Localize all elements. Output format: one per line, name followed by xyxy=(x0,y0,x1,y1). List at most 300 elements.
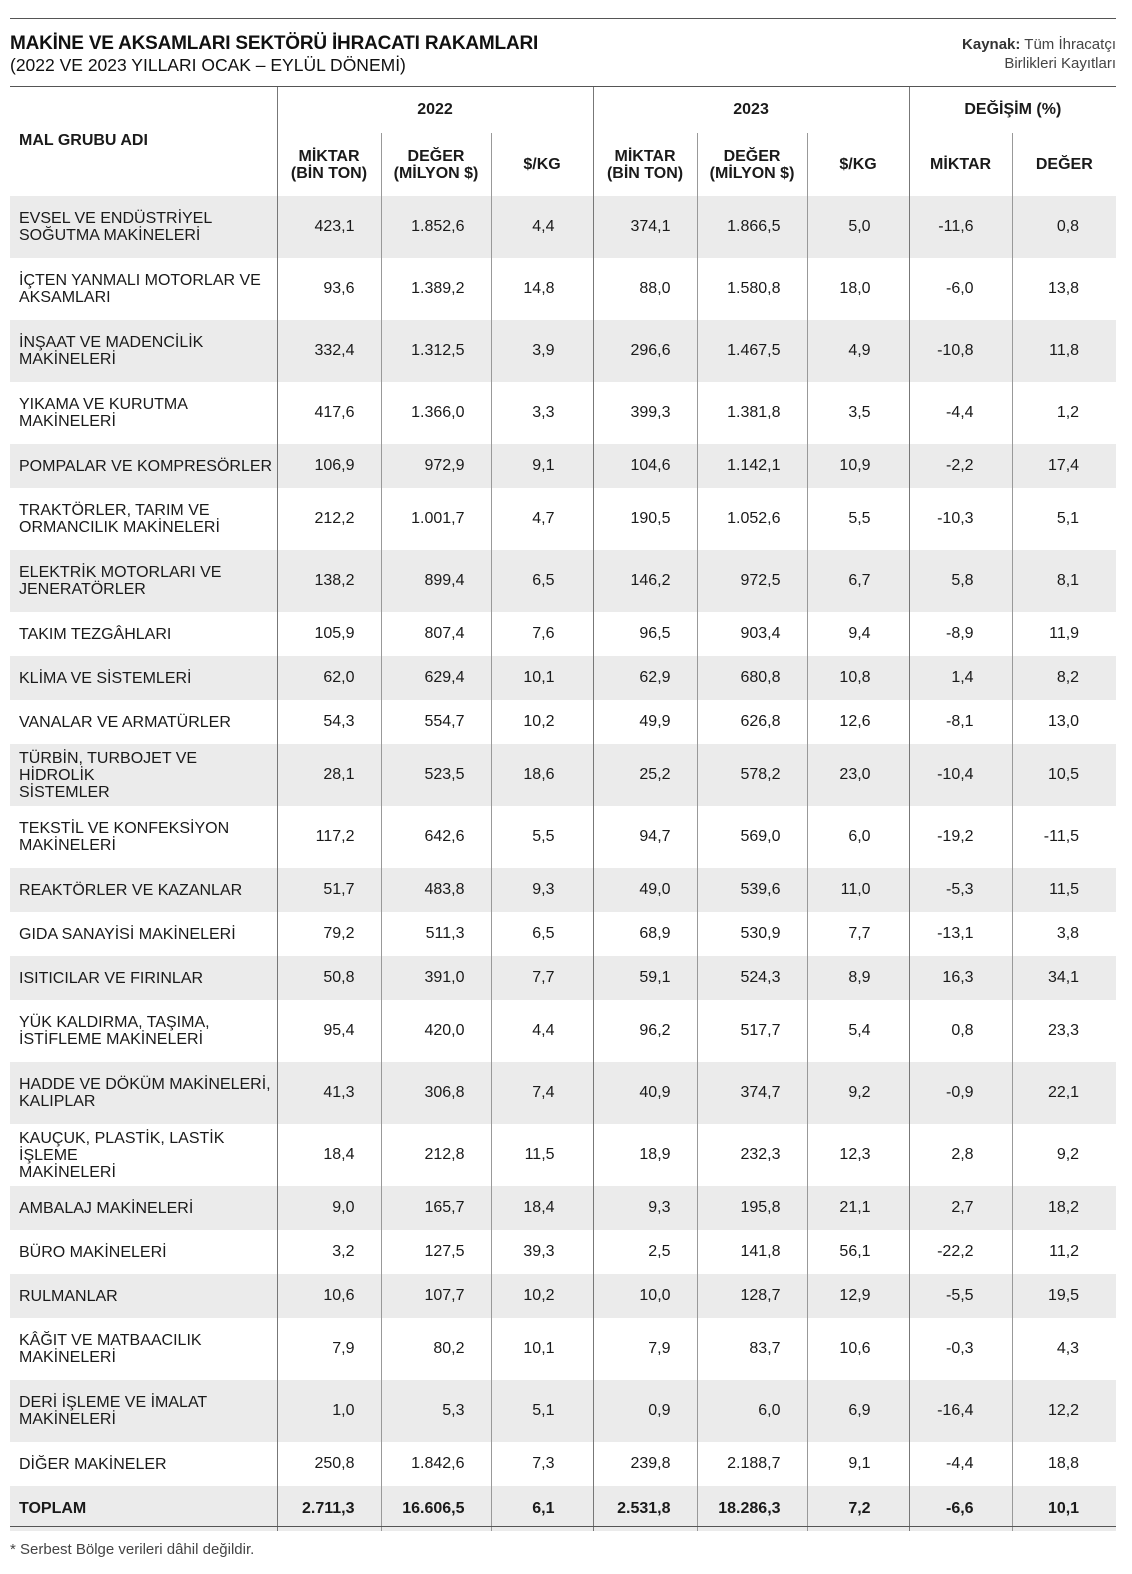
cell-perkg-2022: 10,1 xyxy=(491,1318,593,1380)
group-name-line: AMBALAJ MAKİNELERİ xyxy=(19,1199,194,1217)
group-name-line: GIDA SANAYİSİ MAKİNELERİ xyxy=(19,925,236,943)
cell-change-miktar: 16,3 xyxy=(909,956,1012,1000)
header-line: MİKTAR xyxy=(614,147,676,165)
cell-change-miktar: 0,8 xyxy=(909,1000,1012,1062)
table-row xyxy=(10,656,1116,700)
cell-deger-2023: 539,6 xyxy=(697,868,807,912)
group-name-line: DERİ İŞLEME VE İMALAT xyxy=(19,1394,208,1411)
cell-change-deger: 18,8 xyxy=(1012,1442,1116,1486)
cell-perkg-2022: 7,6 xyxy=(491,612,593,656)
cell-change-deger: 11,2 xyxy=(1012,1230,1116,1274)
cell-miktar-2023: 374,1 xyxy=(593,196,697,258)
cell-perkg-2023: 10,9 xyxy=(807,444,909,488)
header-line: (BİN TON) xyxy=(606,164,684,182)
cell-miktar-2022: 105,9 xyxy=(277,612,381,656)
cell-group-name xyxy=(10,444,277,488)
cell-perkg-2022: 4,4 xyxy=(491,196,593,258)
source-note xyxy=(962,35,1116,73)
cell-group-name xyxy=(10,488,277,550)
group-name-line: TAKIM TEZGÂHLARI xyxy=(19,625,172,643)
cell-change-miktar: 2,8 xyxy=(909,1124,1012,1186)
table-row xyxy=(10,1380,1116,1442)
cell-miktar-2023: 10,0 xyxy=(593,1274,697,1318)
cell-change-miktar: -5,5 xyxy=(909,1274,1012,1318)
cell-perkg-2022: 3,9 xyxy=(491,320,593,382)
group-name-line: MAKİNELERİ xyxy=(19,1163,116,1181)
cell-group-name xyxy=(10,912,277,956)
cell-group-name xyxy=(10,868,277,912)
cell-perkg-2022: 3,3 xyxy=(491,382,593,444)
total-cell-change-miktar: -6,6 xyxy=(909,1486,1012,1531)
cell-miktar-2022: 423,1 xyxy=(277,196,381,258)
table-row xyxy=(10,382,1116,444)
table-row xyxy=(10,1186,1116,1230)
table-row xyxy=(10,488,1116,550)
cell-change-deger: 18,2 xyxy=(1012,1186,1116,1230)
cell-group-name xyxy=(10,744,277,806)
group-name-line: MAKİNELERİ xyxy=(19,413,116,430)
header xyxy=(10,30,1116,80)
cell-deger-2022: 80,2 xyxy=(381,1318,491,1380)
cell-group-name xyxy=(10,1230,277,1274)
group-name-line: REAKTÖRLER VE KAZANLAR xyxy=(19,881,243,899)
column-header-2023: 2023 xyxy=(593,87,909,133)
cell-deger-2023: 530,9 xyxy=(697,912,807,956)
table-body xyxy=(10,196,1116,1531)
cell-group-name xyxy=(10,196,277,258)
group-name-line: ELEKTRİK MOTORLARI VE xyxy=(19,564,222,581)
table-row xyxy=(10,700,1116,744)
column-header-group-name: MAL GRUBU ADI xyxy=(19,132,148,149)
cell-miktar-2022: 95,4 xyxy=(277,1000,381,1062)
cell-perkg-2023: 5,5 xyxy=(807,488,909,550)
page-title: MAKİNE VE AKSAMLARI SEKTÖRÜ İHRACATI RAKAMLARI xyxy=(10,33,539,54)
cell-group-name xyxy=(10,1186,277,1230)
cell-perkg-2022: 5,5 xyxy=(491,806,593,868)
cell-perkg-2023: 12,3 xyxy=(807,1124,909,1186)
cell-miktar-2022: 93,6 xyxy=(277,258,381,320)
cell-perkg-2023: 6,0 xyxy=(807,806,909,868)
cell-perkg-2023: 10,6 xyxy=(807,1318,909,1380)
cell-group-name xyxy=(10,612,277,656)
cell-miktar-2022: 138,2 xyxy=(277,550,381,612)
cell-deger-2023: 517,7 xyxy=(697,1000,807,1062)
cell-miktar-2023: 59,1 xyxy=(593,956,697,1000)
cell-perkg-2022: 7,7 xyxy=(491,956,593,1000)
cell-deger-2022: 1.389,2 xyxy=(381,258,491,320)
cell-miktar-2023: 94,7 xyxy=(593,806,697,868)
cell-deger-2023: 626,8 xyxy=(697,700,807,744)
cell-perkg-2022: 7,3 xyxy=(491,1442,593,1486)
cell-perkg-2023: 12,9 xyxy=(807,1274,909,1318)
cell-perkg-2022: 4,7 xyxy=(491,488,593,550)
cell-miktar-2023: 96,2 xyxy=(593,1000,697,1062)
column-header-change-miktar: MİKTAR xyxy=(909,133,1012,196)
cell-change-deger: 17,4 xyxy=(1012,444,1116,488)
group-name-line: MAKİNELERİ xyxy=(19,1411,116,1428)
cell-change-miktar: -10,3 xyxy=(909,488,1012,550)
cell-change-deger: 8,1 xyxy=(1012,550,1116,612)
cell-miktar-2022: 50,8 xyxy=(277,956,381,1000)
cell-deger-2023: 680,8 xyxy=(697,656,807,700)
cell-deger-2023: 1.467,5 xyxy=(697,320,807,382)
cell-miktar-2022: 212,2 xyxy=(277,488,381,550)
cell-deger-2022: 629,4 xyxy=(381,656,491,700)
cell-change-deger: 12,2 xyxy=(1012,1380,1116,1442)
cell-group-name xyxy=(10,550,277,612)
cell-group-name xyxy=(10,320,277,382)
cell-change-miktar: -10,4 xyxy=(909,744,1012,806)
page-subtitle: (2022 VE 2023 YILLARI OCAK – EYLÜL DÖNEMİ) xyxy=(10,55,406,75)
cell-deger-2022: 642,6 xyxy=(381,806,491,868)
cell-perkg-2022: 9,1 xyxy=(491,444,593,488)
table-row xyxy=(10,806,1116,868)
cell-perkg-2022: 11,5 xyxy=(491,1124,593,1186)
group-name-line: EVSEL VE ENDÜSTRİYEL xyxy=(19,210,213,227)
total-cell-perkg-2023: 7,2 xyxy=(807,1486,909,1531)
total-cell-miktar-2023: 2.531,8 xyxy=(593,1486,697,1531)
cell-change-miktar: 1,4 xyxy=(909,656,1012,700)
cell-deger-2022: 127,5 xyxy=(381,1230,491,1274)
cell-perkg-2023: 10,8 xyxy=(807,656,909,700)
cell-perkg-2022: 10,2 xyxy=(491,700,593,744)
cell-miktar-2022: 51,7 xyxy=(277,868,381,912)
cell-miktar-2023: 399,3 xyxy=(593,382,697,444)
group-name-line: YÜK KALDIRMA, TAŞIMA, xyxy=(19,1014,210,1031)
cell-miktar-2022: 117,2 xyxy=(277,806,381,868)
table-row xyxy=(10,258,1116,320)
cell-deger-2022: 1.852,6 xyxy=(381,196,491,258)
source-line-2: Birlikleri Kayıtları xyxy=(1004,55,1116,72)
cell-change-miktar: -4,4 xyxy=(909,382,1012,444)
header-line: DEĞER xyxy=(723,147,781,165)
cell-change-deger: 3,8 xyxy=(1012,912,1116,956)
cell-change-deger: 10,5 xyxy=(1012,744,1116,806)
cell-perkg-2022: 6,5 xyxy=(491,912,593,956)
cell-deger-2023: 374,7 xyxy=(697,1062,807,1124)
table-row xyxy=(10,1000,1116,1062)
group-name-line: VANALAR VE ARMATÜRLER xyxy=(19,713,231,731)
cell-deger-2023: 83,7 xyxy=(697,1318,807,1380)
footnote: * Serbest Bölge verileri dâhil değildir. xyxy=(10,1541,255,1558)
group-name-line: SOĞUTMA MAKİNELERİ xyxy=(19,227,201,244)
cell-deger-2022: 483,8 xyxy=(381,868,491,912)
cell-miktar-2023: 25,2 xyxy=(593,744,697,806)
cell-change-miktar: -0,9 xyxy=(909,1062,1012,1124)
group-name-line: MAKİNELERİ xyxy=(19,837,116,854)
cell-change-deger: 23,3 xyxy=(1012,1000,1116,1062)
cell-deger-2022: 972,9 xyxy=(381,444,491,488)
cell-group-name xyxy=(10,806,277,868)
column-header-miktar-2023 xyxy=(593,133,697,196)
column-header-deger-2023 xyxy=(697,133,807,196)
cell-deger-2023: 569,0 xyxy=(697,806,807,868)
group-name-line: SİSTEMLER xyxy=(19,783,110,801)
cell-deger-2023: 128,7 xyxy=(697,1274,807,1318)
cell-deger-2023: 6,0 xyxy=(697,1380,807,1442)
group-name-line: TEKSTİL VE KONFEKSİYON xyxy=(19,820,230,837)
cell-change-deger: -11,5 xyxy=(1012,806,1116,868)
cell-perkg-2022: 39,3 xyxy=(491,1230,593,1274)
table-row xyxy=(10,956,1116,1000)
cell-deger-2022: 1.312,5 xyxy=(381,320,491,382)
cell-perkg-2022: 18,4 xyxy=(491,1186,593,1230)
cell-perkg-2023: 5,0 xyxy=(807,196,909,258)
cell-perkg-2022: 14,8 xyxy=(491,258,593,320)
top-rule xyxy=(10,18,1116,19)
total-cell-change-deger: 10,1 xyxy=(1012,1486,1116,1531)
group-name-line: KALIPLAR xyxy=(19,1093,96,1110)
table-row xyxy=(10,1230,1116,1274)
cell-miktar-2022: 7,9 xyxy=(277,1318,381,1380)
cell-perkg-2023: 21,1 xyxy=(807,1186,909,1230)
cell-miktar-2023: 9,3 xyxy=(593,1186,697,1230)
cell-group-name xyxy=(10,1124,277,1186)
cell-miktar-2023: 7,9 xyxy=(593,1318,697,1380)
group-name-line: ISITICILAR VE FIRINLAR xyxy=(19,969,204,987)
group-name-line: KÂĞIT VE MATBAACILIK xyxy=(19,1332,202,1349)
cell-deger-2023: 195,8 xyxy=(697,1186,807,1230)
column-header-change: DEĞİŞİM (%) xyxy=(909,87,1116,133)
cell-deger-2023: 2.188,7 xyxy=(697,1442,807,1486)
group-name-line: TRAKTÖRLER, TARIM VE xyxy=(19,502,210,519)
group-name-line: JENERATÖRLER xyxy=(19,581,146,598)
table-row xyxy=(10,912,1116,956)
column-header-perkg-2023: $/KG xyxy=(807,133,909,196)
group-name-line: MAKİNELERİ xyxy=(19,1349,116,1366)
cell-deger-2022: 554,7 xyxy=(381,700,491,744)
export-table xyxy=(10,87,1116,1531)
total-cell-deger-2023: 18.286,3 xyxy=(697,1486,807,1531)
cell-miktar-2022: 79,2 xyxy=(277,912,381,956)
group-name-line: İNŞAAT VE MADENCİLİK xyxy=(19,334,204,351)
table-row xyxy=(10,868,1116,912)
table-row xyxy=(10,1442,1116,1486)
total-cell-deger-2022: 16.606,5 xyxy=(381,1486,491,1531)
cell-change-miktar: -16,4 xyxy=(909,1380,1012,1442)
cell-perkg-2023: 56,1 xyxy=(807,1230,909,1274)
cell-group-name xyxy=(10,1000,277,1062)
cell-deger-2022: 391,0 xyxy=(381,956,491,1000)
cell-miktar-2022: 332,4 xyxy=(277,320,381,382)
group-name-line: AKSAMLARI xyxy=(19,289,111,306)
cell-change-deger: 11,8 xyxy=(1012,320,1116,382)
table-row xyxy=(10,320,1116,382)
cell-perkg-2023: 9,1 xyxy=(807,1442,909,1486)
column-header-change-deger: DEĞER xyxy=(1012,133,1116,196)
cell-perkg-2023: 4,9 xyxy=(807,320,909,382)
cell-change-miktar: -22,2 xyxy=(909,1230,1012,1274)
cell-change-deger: 0,8 xyxy=(1012,196,1116,258)
cell-deger-2023: 141,8 xyxy=(697,1230,807,1274)
table-row xyxy=(10,612,1116,656)
cell-deger-2023: 1.142,1 xyxy=(697,444,807,488)
cell-miktar-2022: 3,2 xyxy=(277,1230,381,1274)
cell-change-deger: 19,5 xyxy=(1012,1274,1116,1318)
table-row xyxy=(10,196,1116,258)
header-line: (MİLYON $) xyxy=(393,164,479,182)
cell-change-deger: 13,8 xyxy=(1012,258,1116,320)
total-cell-miktar-2022: 2.711,3 xyxy=(277,1486,381,1531)
cell-change-miktar: -4,4 xyxy=(909,1442,1012,1486)
cell-change-miktar: -10,8 xyxy=(909,320,1012,382)
cell-deger-2023: 1.866,5 xyxy=(697,196,807,258)
column-header-deger-2022 xyxy=(381,133,491,196)
cell-deger-2022: 511,3 xyxy=(381,912,491,956)
group-name-line: BÜRO MAKİNELERİ xyxy=(19,1243,167,1261)
total-cell-perkg-2022: 6,1 xyxy=(491,1486,593,1531)
cell-perkg-2022: 18,6 xyxy=(491,744,593,806)
cell-deger-2022: 212,8 xyxy=(381,1124,491,1186)
cell-deger-2022: 1.842,6 xyxy=(381,1442,491,1486)
cell-deger-2022: 5,3 xyxy=(381,1380,491,1442)
cell-change-miktar: 2,7 xyxy=(909,1186,1012,1230)
group-name-line: POMPALAR VE KOMPRESÖRLER xyxy=(19,457,273,475)
group-name-line: ORMANCILIK MAKİNELERİ xyxy=(19,519,220,536)
cell-deger-2023: 1.580,8 xyxy=(697,258,807,320)
cell-change-deger: 11,5 xyxy=(1012,868,1116,912)
cell-change-miktar: 5,8 xyxy=(909,550,1012,612)
cell-miktar-2022: 250,8 xyxy=(277,1442,381,1486)
cell-perkg-2023: 5,4 xyxy=(807,1000,909,1062)
total-row xyxy=(10,1486,1116,1531)
header-line: DEĞER xyxy=(407,147,465,165)
cell-deger-2023: 524,3 xyxy=(697,956,807,1000)
cell-miktar-2022: 54,3 xyxy=(277,700,381,744)
cell-change-miktar: -8,1 xyxy=(909,700,1012,744)
cell-change-deger: 34,1 xyxy=(1012,956,1116,1000)
cell-miktar-2023: 49,9 xyxy=(593,700,697,744)
cell-change-deger: 4,3 xyxy=(1012,1318,1116,1380)
cell-miktar-2023: 62,9 xyxy=(593,656,697,700)
cell-perkg-2023: 6,7 xyxy=(807,550,909,612)
cell-perkg-2023: 9,2 xyxy=(807,1062,909,1124)
table-head xyxy=(10,87,1116,196)
table-row xyxy=(10,1274,1116,1318)
table-row xyxy=(10,1124,1116,1186)
cell-change-miktar: -5,3 xyxy=(909,868,1012,912)
cell-group-name xyxy=(10,1442,277,1486)
cell-perkg-2023: 11,0 xyxy=(807,868,909,912)
header-line: MİKTAR xyxy=(298,147,360,165)
cell-change-deger: 13,0 xyxy=(1012,700,1116,744)
cell-miktar-2022: 41,3 xyxy=(277,1062,381,1124)
cell-perkg-2023: 7,7 xyxy=(807,912,909,956)
table-row xyxy=(10,1062,1116,1124)
cell-change-miktar: -2,2 xyxy=(909,444,1012,488)
cell-change-miktar: -0,3 xyxy=(909,1318,1012,1380)
cell-perkg-2022: 5,1 xyxy=(491,1380,593,1442)
cell-change-miktar: -6,0 xyxy=(909,258,1012,320)
cell-perkg-2023: 6,9 xyxy=(807,1380,909,1442)
cell-deger-2022: 107,7 xyxy=(381,1274,491,1318)
cell-miktar-2023: 88,0 xyxy=(593,258,697,320)
header-line: (MİLYON $) xyxy=(709,164,795,182)
cell-miktar-2023: 239,8 xyxy=(593,1442,697,1486)
cell-change-deger: 1,2 xyxy=(1012,382,1116,444)
cell-perkg-2023: 8,9 xyxy=(807,956,909,1000)
cell-perkg-2022: 10,2 xyxy=(491,1274,593,1318)
cell-deger-2023: 232,3 xyxy=(697,1124,807,1186)
cell-group-name xyxy=(10,382,277,444)
cell-group-name xyxy=(10,956,277,1000)
group-name-line: RULMANLAR xyxy=(19,1287,118,1305)
cell-miktar-2023: 2,5 xyxy=(593,1230,697,1274)
source-line-1: Tüm İhracatçı xyxy=(1024,36,1116,53)
column-header-miktar-2022 xyxy=(277,133,381,196)
cell-change-deger: 9,2 xyxy=(1012,1124,1116,1186)
cell-perkg-2022: 6,5 xyxy=(491,550,593,612)
cell-deger-2023: 1.052,6 xyxy=(697,488,807,550)
cell-deger-2022: 807,4 xyxy=(381,612,491,656)
cell-group-name xyxy=(10,258,277,320)
group-name-line: DİĞER MAKİNELER xyxy=(19,1455,167,1473)
cell-perkg-2023: 3,5 xyxy=(807,382,909,444)
source-label: Kaynak: xyxy=(962,36,1021,53)
cell-miktar-2023: 190,5 xyxy=(593,488,697,550)
cell-deger-2022: 306,8 xyxy=(381,1062,491,1124)
group-name-line: TÜRBİN, TURBOJET VE HİDROLİK xyxy=(19,749,198,784)
cell-miktar-2022: 9,0 xyxy=(277,1186,381,1230)
cell-perkg-2022: 7,4 xyxy=(491,1062,593,1124)
cell-miktar-2022: 1,0 xyxy=(277,1380,381,1442)
cell-perkg-2023: 23,0 xyxy=(807,744,909,806)
cell-miktar-2023: 104,6 xyxy=(593,444,697,488)
group-name-line: İÇTEN YANMALI MOTORLAR VE xyxy=(19,272,261,289)
total-label: TOPLAM xyxy=(19,1500,87,1517)
table-row xyxy=(10,1318,1116,1380)
cell-deger-2023: 903,4 xyxy=(697,612,807,656)
cell-deger-2023: 1.381,8 xyxy=(697,382,807,444)
cell-deger-2022: 420,0 xyxy=(381,1000,491,1062)
cell-miktar-2022: 10,6 xyxy=(277,1274,381,1318)
cell-perkg-2023: 9,4 xyxy=(807,612,909,656)
column-header-perkg-2022: $/KG xyxy=(491,133,593,196)
cell-group-name xyxy=(10,1318,277,1380)
cell-miktar-2023: 0,9 xyxy=(593,1380,697,1442)
table-row xyxy=(10,550,1116,612)
cell-change-miktar: -8,9 xyxy=(909,612,1012,656)
cell-miktar-2022: 417,6 xyxy=(277,382,381,444)
cell-group-name xyxy=(10,700,277,744)
cell-group-name xyxy=(10,1062,277,1124)
cell-change-miktar: -11,6 xyxy=(909,196,1012,258)
cell-miktar-2022: 18,4 xyxy=(277,1124,381,1186)
cell-miktar-2023: 296,6 xyxy=(593,320,697,382)
cell-change-miktar: -13,1 xyxy=(909,912,1012,956)
cell-miktar-2023: 96,5 xyxy=(593,612,697,656)
cell-deger-2022: 1.001,7 xyxy=(381,488,491,550)
cell-perkg-2022: 4,4 xyxy=(491,1000,593,1062)
cell-change-deger: 11,9 xyxy=(1012,612,1116,656)
cell-perkg-2023: 18,0 xyxy=(807,258,909,320)
cell-deger-2022: 165,7 xyxy=(381,1186,491,1230)
cell-group-name xyxy=(10,1380,277,1442)
cell-change-deger: 5,1 xyxy=(1012,488,1116,550)
group-name-line: MAKİNELERİ xyxy=(19,351,116,368)
cell-change-deger: 8,2 xyxy=(1012,656,1116,700)
column-header-2022: 2022 xyxy=(277,87,593,133)
cell-miktar-2023: 40,9 xyxy=(593,1062,697,1124)
group-name-line: İSTİFLEME MAKİNELERİ xyxy=(19,1031,204,1048)
group-name-line: KLİMA VE SİSTEMLERİ xyxy=(19,669,192,687)
table-row xyxy=(10,444,1116,488)
cell-group-name xyxy=(10,656,277,700)
bottom-rule xyxy=(10,1526,1116,1527)
group-name-line: KAUÇUK, PLASTİK, LASTİK İŞLEME xyxy=(19,1129,225,1164)
cell-deger-2022: 1.366,0 xyxy=(381,382,491,444)
cell-deger-2023: 578,2 xyxy=(697,744,807,806)
